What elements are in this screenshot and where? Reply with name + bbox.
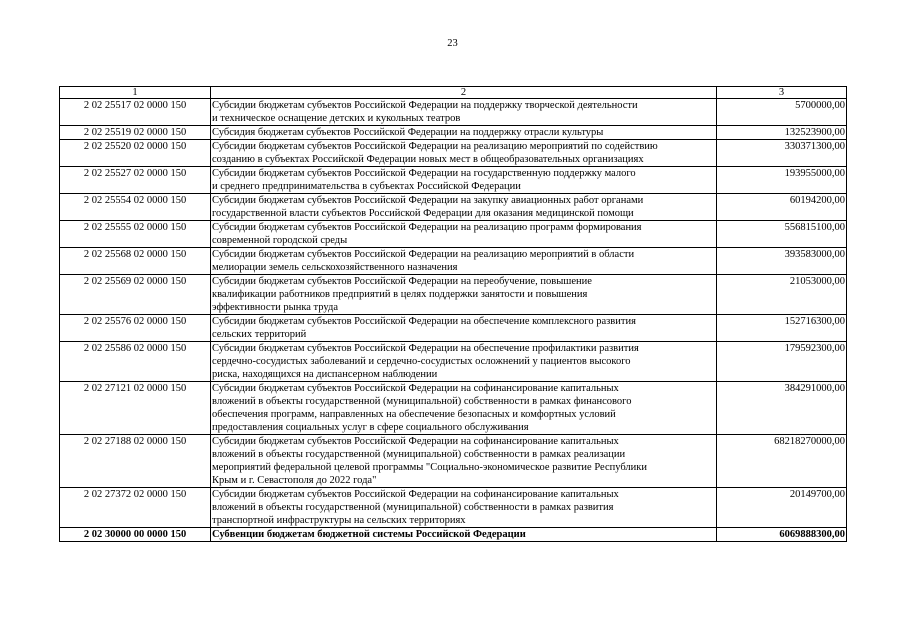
description-line: Субсидии бюджетам субъектов Российской Федерации на реализацию программ формирования (212, 222, 642, 233)
description-cell (211, 528, 717, 542)
amount-cell: 393583000,00 (717, 248, 847, 275)
revenue-code-cell: 2 02 27188 02 0000 150 (60, 435, 211, 488)
description-cell (211, 99, 717, 126)
description-line: вложений в объекты государственной (муниципальной) собственности в рамках развития (212, 502, 614, 513)
description-line: мелиорации земель сельскохозяйственного назначения (212, 262, 458, 273)
description-line: квалификации работников предприятий в целях поддержки занятости и повышения (212, 289, 588, 300)
description-line: обеспечения программ, направленных на обеспечение безопасных и комфортных условий (212, 409, 616, 420)
description-cell (211, 275, 717, 315)
budget-revenue-table (59, 86, 847, 542)
table-header-row (60, 87, 847, 99)
revenue-code-cell: 2 02 25527 02 0000 150 (60, 167, 211, 194)
description-cell (211, 194, 717, 221)
revenue-code-cell: 2 02 25519 02 0000 150 (60, 126, 211, 140)
description-line: Субсидии бюджетам субъектов Российской Федерации на государственную поддержку малого (212, 168, 636, 179)
description-line: Субсидии бюджетам субъектов Российской Федерации на обеспечение профилактики развития (212, 343, 639, 354)
amount-cell: 60194200,00 (717, 194, 847, 221)
description-cell (211, 221, 717, 248)
description-line: Субсидии бюджетам субъектов Российской Федерации на софинансирование капитальных (212, 383, 619, 394)
description-line: Субсидии бюджетам субъектов Российской Федерации на реализацию мероприятий по содействию (212, 141, 658, 152)
description-line: эффективности рынка труда (212, 302, 338, 313)
amount-cell: 330371300,00 (717, 140, 847, 167)
revenue-code-cell: 2 02 30000 00 0000 150 (60, 528, 211, 542)
amount-cell: 132523900,00 (717, 126, 847, 140)
amount-cell: 6069888300,00 (717, 528, 847, 542)
table-row (60, 342, 847, 382)
amount-cell: 21053000,00 (717, 275, 847, 315)
table-row (60, 382, 847, 435)
amount-cell: 20149700,00 (717, 488, 847, 528)
table-row (60, 126, 847, 140)
description-line: мероприятий федеральной целевой программы "Социально-экономическое развитие Республики (212, 462, 647, 473)
description-cell (211, 342, 717, 382)
table-row (60, 194, 847, 221)
description-line: вложений в объекты государственной (муниципальной) собственности в рамках реализации (212, 449, 626, 460)
description-cell (211, 248, 717, 275)
table-row (60, 315, 847, 342)
revenue-code-cell: 2 02 27372 02 0000 150 (60, 488, 211, 528)
column-header-amount: 3 (717, 87, 847, 99)
revenue-code-cell: 2 02 25586 02 0000 150 (60, 342, 211, 382)
description-line: Субсидия бюджетам субъектов Российской Федерации на поддержку отрасли культуры (212, 127, 604, 138)
revenue-code-cell: 2 02 25554 02 0000 150 (60, 194, 211, 221)
amount-cell: 384291000,00 (717, 382, 847, 435)
revenue-code-cell: 2 02 27121 02 0000 150 (60, 382, 211, 435)
page-number: 23 (447, 38, 458, 49)
description-line: Субсидии бюджетам субъектов Российской Федерации на софинансирование капитальных (212, 436, 619, 447)
description-line: Субсидии бюджетам субъектов Российской Федерации на обеспечение комплексного развития (212, 316, 636, 327)
description-line: созданию в субъектах Российской Федерации новых мест в общеобразовательных организациях (212, 154, 644, 165)
table-row (60, 99, 847, 126)
table-total-row (60, 528, 847, 542)
amount-cell: 68218270000,00 (717, 435, 847, 488)
description-cell (211, 488, 717, 528)
amount-cell: 556815100,00 (717, 221, 847, 248)
table-row (60, 435, 847, 488)
description-line: Субсидии бюджетам субъектов Российской Федерации на поддержку творческой деятельности (212, 100, 638, 111)
description-line: Субвенции бюджетам бюджетной системы Российской Федерации (212, 529, 526, 540)
description-line: предоставления социальных услуг в сфере социального обслуживания (212, 422, 529, 433)
revenue-code-cell: 2 02 25569 02 0000 150 (60, 275, 211, 315)
table-row (60, 248, 847, 275)
description-line: сельских территорий (212, 329, 307, 340)
column-header-code: 1 (60, 87, 211, 99)
description-cell (211, 140, 717, 167)
amount-cell: 5700000,00 (717, 99, 847, 126)
description-line: государственной власти субъектов Российской Федерации для оказания медицинской помощи (212, 208, 634, 219)
description-line: Субсидии бюджетам субъектов Российской Федерации на софинансирование капитальных (212, 489, 619, 500)
revenue-code-cell: 2 02 25517 02 0000 150 (60, 99, 211, 126)
table-row (60, 488, 847, 528)
revenue-code-cell: 2 02 25568 02 0000 150 (60, 248, 211, 275)
description-cell (211, 315, 717, 342)
description-line: вложений в объекты государственной (муниципальной) собственности в рамках финансового (212, 396, 632, 407)
amount-cell: 193955000,00 (717, 167, 847, 194)
description-line: сердечно-сосудистых заболеваний и сердечно-сосудистых осложнений у пациентов высокого (212, 356, 631, 367)
description-line: и среднего предпринимательства в субъектах Российской Федерации (212, 181, 521, 192)
amount-cell: 179592300,00 (717, 342, 847, 382)
revenue-code-cell: 2 02 25520 02 0000 150 (60, 140, 211, 167)
description-line: и техническое оснащение детских и кукольных театров (212, 113, 461, 124)
description-cell (211, 435, 717, 488)
description-line: Субсидии бюджетам субъектов Российской Федерации на переобучение, повышение (212, 276, 592, 287)
column-header-description: 2 (211, 87, 717, 99)
table-row (60, 275, 847, 315)
description-line: Крым и г. Севастополя до 2022 года" (212, 475, 377, 486)
table-row (60, 221, 847, 248)
amount-cell: 152716300,00 (717, 315, 847, 342)
description-line: Субсидии бюджетам субъектов Российской Федерации на реализацию мероприятий в области (212, 249, 635, 260)
revenue-code-cell: 2 02 25576 02 0000 150 (60, 315, 211, 342)
table-body (60, 99, 847, 542)
description-line: транспортной инфраструктуры на сельских территориях (212, 515, 466, 526)
description-cell (211, 167, 717, 194)
description-cell (211, 126, 717, 140)
description-line: Субсидии бюджетам субъектов Российской Федерации на закупку авиационных работ органами (212, 195, 644, 206)
table-row (60, 140, 847, 167)
description-line: современной городской среды (212, 235, 348, 246)
revenue-code-cell: 2 02 25555 02 0000 150 (60, 221, 211, 248)
description-cell (211, 382, 717, 435)
description-line: риска, находящихся на диспансерном наблюдении (212, 369, 438, 380)
table-row (60, 167, 847, 194)
